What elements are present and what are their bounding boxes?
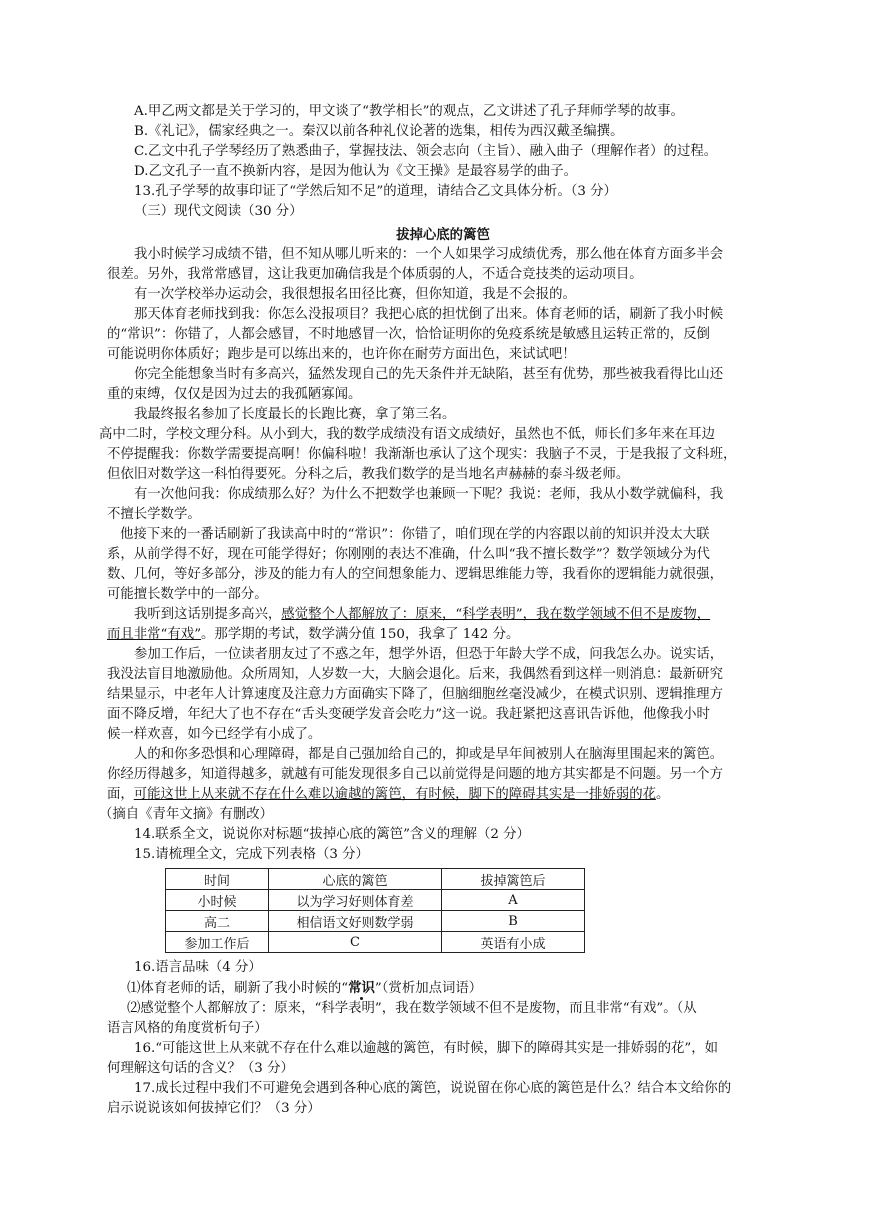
paragraph-line: 我最终报名参加了长度最长的长跑比赛，拿了第三名。 [134,407,456,422]
question-17: 17.成长过程中我们不可避免会遇到各种心底的篱笆，说说留在你心底的篱笆是什么？结合本文给你的 [134,1081,732,1096]
paragraph-line [107,625,779,645]
dotted-word: 常识 [348,980,375,996]
table-cell: 小时候 [166,890,269,911]
table-cell: 以为学习好则体育差 [269,890,442,911]
paragraph-line: 那天体育老师找到我：你怎么没报项目？我把心底的担忧倒了出来。体育老师的话，刷新了我小时候 [134,307,724,322]
option-c: C.乙文中孔子学琴经历了熟悉曲子，掌握技法、领会志向（主旨）、融入曲子（理解作者）的过程。 [134,144,718,159]
table-row [166,911,585,932]
text-run: ⑴体育老师的话，刷新了我小时候的“ [127,981,349,996]
paragraph-line: 候一样欢喜，如今已经学有小成了。 [107,727,322,742]
text-run: 。那学期的考试，数学满分值 150，我拿了 142 分。 [201,627,520,642]
table-header: 心底的篱笆 [269,869,442,890]
table-row [166,890,585,911]
paragraph-line: 面不降反增，年纪大了也不存在“舌头变硬学发音会吃力”这一说。我赶紧把这喜讯告诉他，他像我小时 [107,707,710,722]
table-cell: 英语有小成 [442,932,585,953]
table-cell: C [269,932,442,953]
question-16: 16.语言品味（4 分） [134,960,262,975]
paragraph-line [107,785,779,805]
section-heading: （三）现代文阅读（30 分） [134,204,303,219]
table-header-row [166,869,585,890]
paragraph-line: 数、几何，等好多部分，涉及的能力有人的空间想象能力、逻辑思维能力等，我看你的逻辑能力就很强， [107,567,723,582]
paragraph-line: 可能说明你体质好；跑步是可以练出来的，也许你在耐劳方面出色，来试试吧！ [107,347,576,362]
question-17-cont: 启示说说该如何拔掉它们？（3 分） [107,1101,321,1116]
paragraph-line: 有一次他问我：你成绩那么好？为什么不把数学也兼顾一下呢？我说：老师，我从小数学就偏科，我 [134,487,724,502]
question-16-2: ⑵感觉整个人都解放了：原来，“科学表明”，我在数学领域不但不是废物，而且非常“有戏”。（从 [127,1001,697,1016]
paragraph-line: 有一次学校举办运动会，我很想报名田径比赛，但你知道，我是不会报的。 [134,287,576,302]
paragraph-line: 但依旧对数学这一科怕得要死。分科之后，教我们数学的是当地名声赫赫的泰斗级老师。 [107,467,630,482]
text-run: 。 [656,787,670,802]
text-run: 我听到这话别提多高兴， [134,607,282,622]
table-header: 时间 [166,869,269,890]
table-cell: 相信语文好则数学弱 [269,911,442,932]
paragraph-line: 我小时候学习成绩不错，但不知从哪儿听来的：一个人如果学习成绩优秀，那么他在体育方面多半会 [134,247,724,262]
underlined-sentence: 可能这世上从来就不存在什么难以逾越的篱笆，有时候，脚下的障碍其实是一排娇弱的花 [133,787,657,802]
paragraph-line: 我没法盲目地激励他。众所周知，人岁数一大，大脑会退化。后来，我偶然看到这样一则消息：最新研究 [107,667,723,682]
question-15: 15.请梳理全文，完成下列表格（3 分） [134,847,369,862]
paragraph-line: 参加工作后，一位读者朋友过了不惑之年，想学外语，但恐于年龄大学不成，问我怎么办。说实话， [134,647,724,662]
option-a: A.甲乙两文都是关于学习的，甲文谈了“教学相长”的观点，乙文讲述了孔子拜师学琴的故事。 [134,104,684,119]
option-b: B.《礼记》，儒家经典之一。秦汉以前各种礼仪论著的选集，相传为西汉戴圣编撰。 [134,124,624,139]
question-16-1 [107,978,779,999]
question-14: 14.联系全文，说说你对标题“拔掉心底的篱笆”含义的理解（2 分） [134,827,530,842]
paragraph-line: 人的和你多恐惧和心理障碍，都是自己强加给自己的，抑或是早年间被别人在脑海里围起来的篱笆。 [134,747,724,762]
source-citation: （摘自《青年文摘》有删改） [99,807,274,822]
question-16-2-cont: 语言风格的角度赏析句子） [107,1021,268,1036]
table-cell: A [442,890,585,911]
paragraph-line: 重的束缚，仅仅是因为过去的我孤陋寡闻。 [107,387,362,402]
exam-page [99,102,779,1119]
paragraph-line: 很差。另外，我常常感冒，这让我更加确信我是个体质弱的人，不适合竞技类的运动项目。 [107,267,643,282]
underlined-sentence: 而且非常“有戏” [107,627,202,642]
paragraph-line: 不停提醒我：你数学需要提高啊！你偏科啦！我渐渐也承认了这个现实：我脑子不灵，于是我报了文科班， [107,447,737,462]
paragraph-line: 结果显示，中老年人计算速度及注意力方面确实下降了，但脑细胞丝毫没减少，在模式识别、逻辑推理方 [107,687,723,702]
question-13: 13.孔子学琴的故事印证了“学然后知不足”的道理，请结合乙文具体分析。（3 分） [134,184,617,199]
table-cell: 高二 [166,911,269,932]
question-16b: 16.“可能这世上从来就不存在什么难以逾越的篱笆，有时候，脚下的障碍其实是一排娇弱的花”，如 [134,1041,718,1056]
paragraph-line: 系，从前学得不好，现在可能学得好；你刚刚的表达不准确，什么叫“我不擅长数学”？数学领域分为代 [107,547,710,562]
paragraph-line: 高中二时，学校文理分科。从小到大，我的数学成绩没有语文成绩好，虽然也不低，师长们多年来在耳边 [99,427,715,442]
paragraph-line: 可能擅长数学中的一部分。 [107,587,268,602]
option-d: D.乙文孔子一直不换新内容，是因为他认为《文王操》是最容易学的曲子。 [134,164,578,179]
paragraph-line: 你完全能想象当时有多高兴，猛然发现自己的先天条件并无缺陷，甚至有优势，那些被我看得比山还 [134,367,724,382]
table-row [166,932,585,953]
underlined-sentence: 感觉整个人都解放了：原来，“科学表明”，我在数学领域不但不是废物， [281,607,711,622]
text-run: ”（赏析加点词语） [374,981,483,996]
text-run: 面， [107,787,134,802]
paragraph-line: 不擅长学数学。 [107,507,201,522]
paragraph-line: 的“常识”：你错了，人都会感冒，不时地感冒一次，恰恰证明你的免疫系统是敏感且运转正常的，反倒 [107,327,710,342]
table-header: 拔掉篱笆后 [442,869,585,890]
paragraph-line: 他接下来的一番话刷新了我读高中时的“常识”：你错了，咱们现在学的内容跟以前的知识并没太大联 [120,527,710,542]
paragraph-line: 你经历得越多，知道得越多，就越有可能发现很多自己以前觉得是问题的地方其实都是不问题。另一个方 [107,767,723,782]
answer-table [165,868,585,953]
table-cell: 参加工作后 [166,932,269,953]
question-16b-cont: 何理解这句话的含义？（3 分） [107,1061,294,1076]
table-cell: B [442,911,585,932]
paragraph-line [107,605,779,625]
article-title: 拔掉心底的篱笆 [396,227,490,243]
